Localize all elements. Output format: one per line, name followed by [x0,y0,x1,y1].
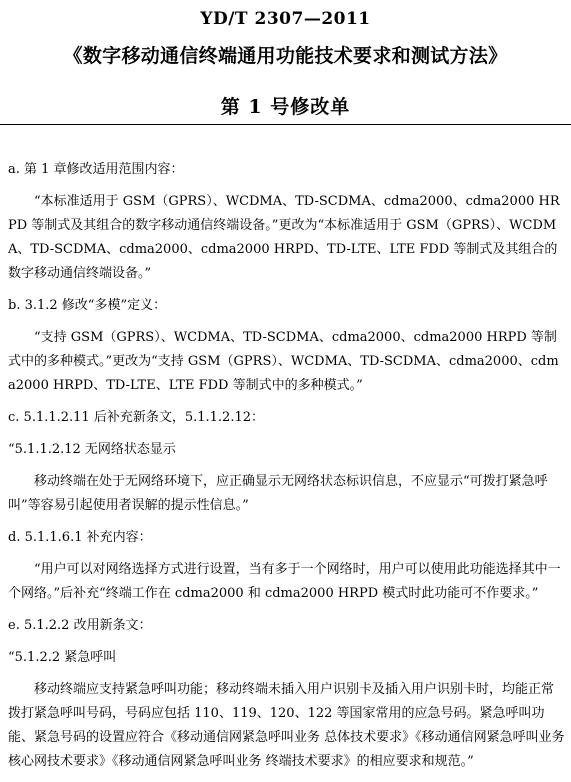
document-body [8,158,565,782]
header-divider [0,124,571,125]
item-paragraph: “用户可以对网络选择方式进行设置，当有多于一个网络时，用户可以使用此功能选择其中一个网络。”后补充“终端工作在 cdma2000 和 cdma2000 HRPD 模式时此功能可不作要求。” [8,562,561,601]
standard-title: 《数字移动通信终端通用功能技术要求和测试方法》 [63,45,508,67]
amendment-item-c [8,406,565,518]
clause-heading: “5.1.2.2 紧急呼叫 [8,650,117,665]
amendment-title: 第 1 号修改单 [220,96,351,118]
item-heading: a. 第 1 章修改适用范围内容： [8,162,184,177]
item-heading: d. 5.1.1.6.1 补充内容： [8,530,152,545]
item-paragraph: “本标准适用于 GSM（GPRS）、WCDMA、TD-SCDMA、cdma2000、cdma2000 HRPD 等制式及其组合的数字移动通信终端设备。”更改为“本标准适用于 GSM（GPRS）、WCDMA、TD-SCDMA、cdma2000、cdma2000 HRPD、TD-LTE、LTE FDD 等制式及其组合的数字移动通信终端设备。” [8,194,560,281]
amendment-item-b [8,294,565,398]
item-heading: b. 3.1.2 修改“多模”定义： [8,298,167,313]
amendment-item-e [8,614,565,774]
amendment-item-a [8,158,565,286]
standard-number: YD/T 2307—2011 [200,9,371,29]
item-heading: c. 5.1.1.2.11 后补充新条文，5.1.1.2.12： [8,410,264,425]
item-heading: e. 5.1.2.2 改用新条文： [8,618,152,633]
item-paragraph: 移动终端在处于无网络环境下，应正确显示无网络状态标识信息，不应显示“可拨打紧急呼叫”等容易引起使用者误解的提示性信息。” [8,474,548,513]
item-paragraph: “支持 GSM（GPRS）、WCDMA、TD-SCDMA、cdma2000、cdma2000 HRPD 等制式中的多种模式。”更改为“支持 GSM（GPRS）、WCDMA、TD-SCDMA、cdma2000、cdma2000 HRPD、TD-LTE、LTE FDD 等制式中的多种模式。” [8,330,559,393]
item-paragraph: 移动终端应支持紧急呼叫功能；移动终端未插入用户识别卡及插入用户识别卡时，均能正常拨打紧急呼叫号码，号码应包括 110、119、120、122 等国家常用的应急号码。紧急呼叫功能、紧急号码的设置应符合《移动通信网紧急呼叫业务 总体技术要求》《移动通信网紧急呼叫业务 核心网技术要求》《移动通信网紧急呼叫业务 终端技术要求》的相应要求和规范。” [8,682,565,769]
amendment-item-d [8,526,565,606]
clause-heading: “5.1.1.2.12 无网络状态显示 [8,442,176,457]
